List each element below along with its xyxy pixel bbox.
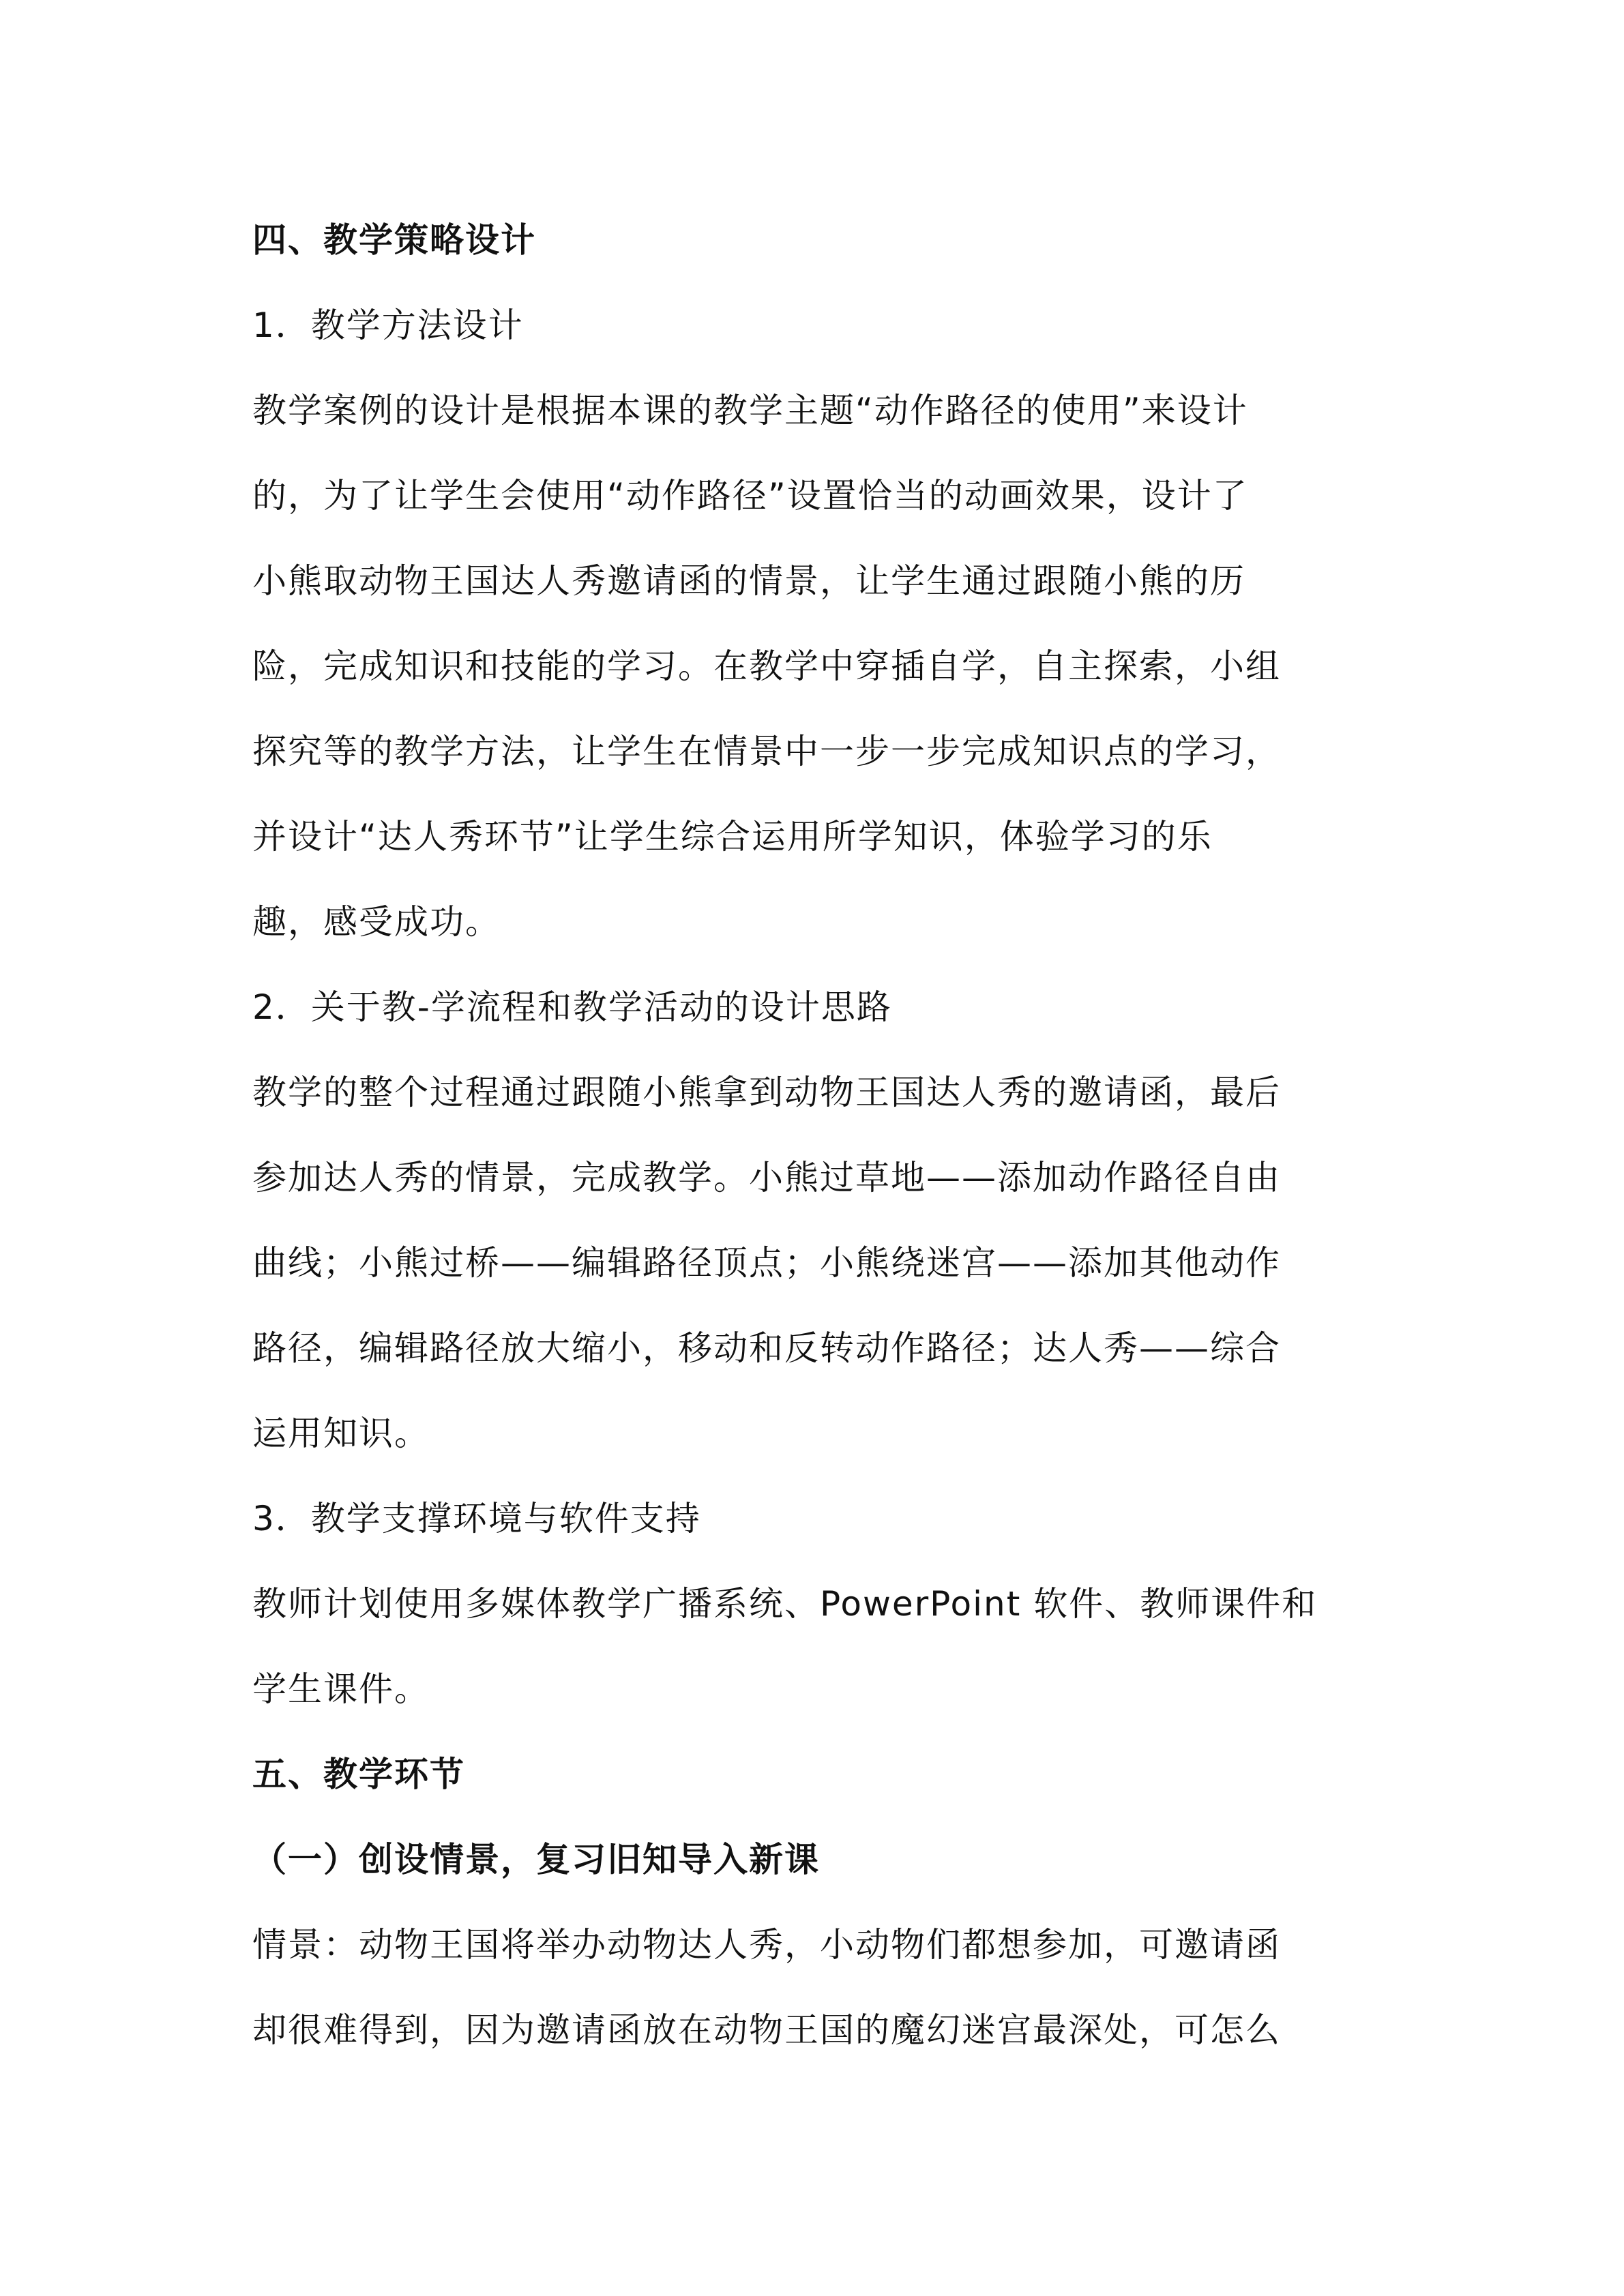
paragraph-line: 小熊取动物王国达人秀邀请函的情景，让学生通过跟随小熊的历 <box>252 561 1245 601</box>
paragraph-line: 教师计划使用多媒体教学广播系统、PowerPoint 软件、教师课件和 <box>252 1584 1318 1624</box>
paragraph-line: 教学案例的设计是根据本课的教学主题“动作路径的使用”来设计 <box>252 391 1248 430</box>
paragraph-line: 曲线；小熊过桥——编辑路径顶点；小熊绕迷宫——添加其他动作 <box>252 1243 1281 1283</box>
paragraph-line: 路径，编辑路径放大缩小，移动和反转动作路径；达人秀——综合 <box>252 1328 1281 1368</box>
paragraph-line: 并设计“达人秀环节”让学生综合运用所学知识，体验学习的乐 <box>252 817 1213 856</box>
section-heading-teaching-steps: 五、教学环节 <box>252 1755 465 1794</box>
paragraph-line: 却很难得到，因为邀请函放在动物王国的魔幻迷宫最深处，可怎么 <box>252 2010 1281 2050</box>
subsection-heading-scenario: （一）创设情景，复习旧知导入新课 <box>252 1840 820 1879</box>
subheading-teaching-method: 1．教学方法设计 <box>252 305 524 345</box>
document-page <box>252 198 1378 2073</box>
subheading-environment-software: 3．教学支撑环境与软件支持 <box>252 1499 701 1538</box>
paragraph-line: 情景：动物王国将举办动物达人秀，小动物们都想参加，可邀请函 <box>252 1925 1281 1965</box>
paragraph-line: 的，为了让学生会使用“动作路径”设置恰当的动画效果，设计了 <box>252 476 1248 516</box>
section-heading-teaching-strategy: 四、教学策略设计 <box>252 220 536 260</box>
paragraph-line: 学生课件。 <box>252 1669 430 1709</box>
paragraph-line: 趣，感受成功。 <box>252 902 501 942</box>
paragraph-line: 参加达人秀的情景，完成教学。小熊过草地——添加动作路径自由 <box>252 1158 1281 1197</box>
subheading-process-design: 2．关于教-学流程和教学活动的设计思路 <box>252 987 892 1027</box>
paragraph-line: 探究等的教学方法，让学生在情景中一步一步完成知识点的学习， <box>252 732 1281 771</box>
paragraph-line: 教学的整个过程通过跟随小熊拿到动物王国达人秀的邀请函，最后 <box>252 1073 1281 1112</box>
paragraph-line: 运用知识。 <box>252 1414 430 1453</box>
paragraph-line: 险，完成知识和技能的学习。在教学中穿插自学，自主探索，小组 <box>252 646 1281 686</box>
